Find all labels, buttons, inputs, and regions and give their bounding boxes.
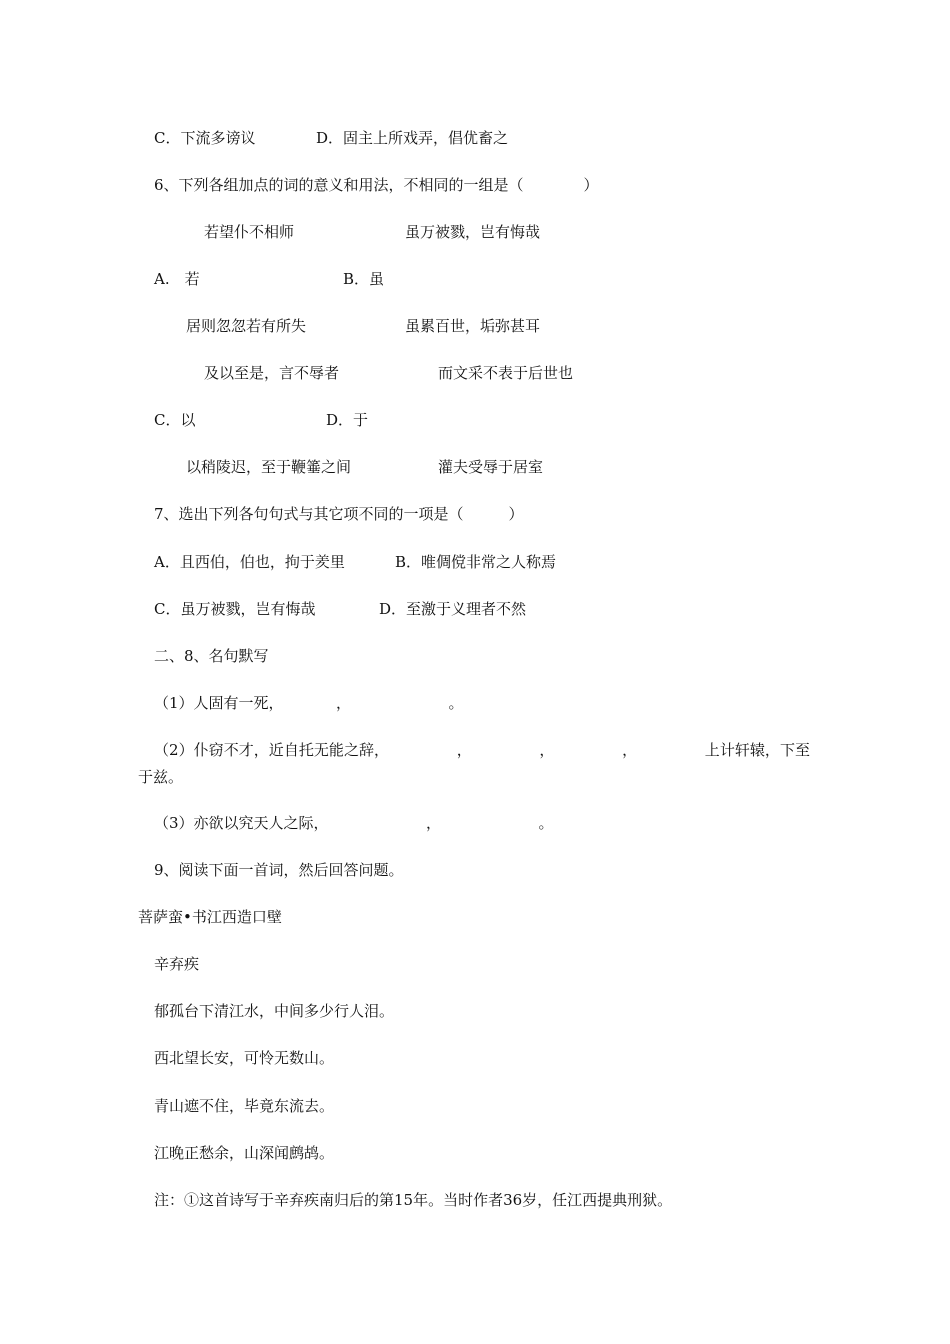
q6-stem: 6、下列各组加点的词的意义和用法，不相同的一组是（ ） [154,176,599,194]
q7-stem: 7、选出下列各句句式与其它项不同的一项是（ ） [154,505,524,523]
poem-title: 菩萨蛮•书江西造口壁 [138,908,282,926]
q6-b-line1: 虽万被戮，岂有悔哉 [405,223,541,241]
section2-item1: （1）人固有一死， ， 。 [154,694,464,712]
section2-item2: （2）仆窃不才，近自托无能之辞， ， ， ， 上计轩辕，下至于兹。 [138,741,810,786]
q6-b-label: B．虽 [343,270,385,288]
q5-option-d: D．固主上所戏弄，倡优畜之 [316,129,509,147]
poem-verse: 郁孤台下清江水，中间多少行人泪。 [154,1002,395,1020]
poem-note: 注：①这首诗写于辛弃疾南归后的第15年。当时作者36岁，任江西提典刑狱。 [154,1191,673,1209]
q6-a-label: A. 若 [154,270,200,288]
q7-option-b: B．唯倜傥非常之人称焉 [395,553,557,571]
section2-heading: 二、8、名句默写 [154,647,269,665]
poem-verse: 西北望长安，可怜无数山。 [154,1049,335,1067]
q6-d-line2: 灌夫受辱于居室 [438,458,544,476]
q5-option-c: C．下流多谤议 [154,129,256,147]
poem-author: 辛弃疾 [154,955,200,973]
q6-a-line2: 居则忽忽若有所失 [186,317,307,335]
q9-stem: 9、阅读下面一首词，然后回答问题。 [154,861,404,879]
q6-c-line1: 及以至是，言不辱者 [204,364,340,382]
section2-item3: （3）亦欲以究天人之际， ， 。 [154,814,554,832]
q6-d-line1: 而文采不表于后世也 [438,364,574,382]
q7-option-c: C．虽万被戮，岂有悔哉 [154,600,316,618]
poem-verse: 青山遮不住，毕竟东流去。 [154,1097,335,1115]
q7-option-a: A．且西伯，伯也，拘于羑里 [154,553,345,571]
q6-c-line2: 以稍陵迟，至于鞭箠之间 [186,458,352,476]
poem-verse: 江晚正愁余，山深闻鹧鸪。 [154,1144,335,1162]
q6-a-line1: 若望仆不相师 [204,223,295,241]
q6-d-label: D．于 [326,411,369,429]
q7-option-d: D．至激于义理者不然 [379,600,527,618]
q6-c-label: C．以 [154,411,196,429]
q6-b-line2: 虽累百世，垢弥甚耳 [405,317,541,335]
